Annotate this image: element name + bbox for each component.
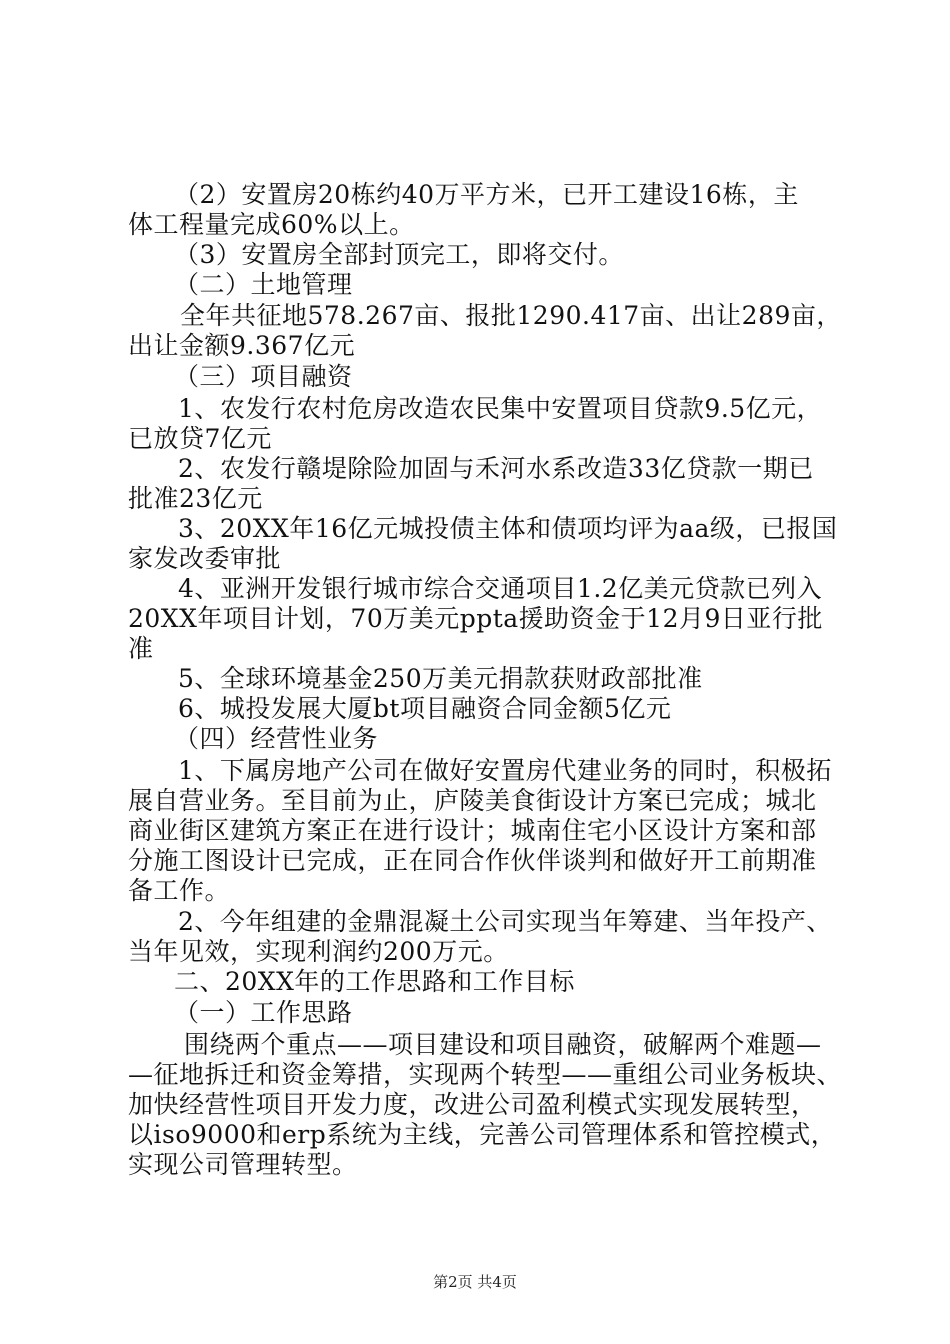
text-line: 准 <box>128 634 154 663</box>
text-line: 实现公司管理转型。 <box>128 1150 358 1179</box>
text-line: 加快经营性项目开发力度，改进公司盈利模式实现发展转型， <box>128 1090 817 1119</box>
text-line: 围绕两个重点——项目建设和项目融资，破解两个难题— <box>184 1030 822 1059</box>
text-line: 2、农发行赣堤除险加固与禾河水系改造33亿贷款一期已 <box>178 454 814 483</box>
text-line: 4、亚洲开发银行城市综合交通项目1.2亿美元贷款已列入 <box>178 574 823 603</box>
text-line: 当年见效，实现利润约200万元。 <box>128 937 509 966</box>
text-line: 20XX年项目计划，70万美元ppta援助资金于12月9日亚行批 <box>128 604 823 633</box>
page-footer: 第2页 共4页 <box>433 1273 517 1291</box>
text-line: 家发改委审批 <box>128 544 282 573</box>
section-heading: （二）土地管理 <box>174 270 353 299</box>
text-line: 1、下属房地产公司在做好安置房代建业务的同时，积极拓 <box>178 756 832 785</box>
text-line: 已放贷7亿元 <box>128 424 272 453</box>
text-line: 2、今年组建的金鼎混凝土公司实现当年筹建、当年投产、 <box>178 907 832 936</box>
text-line: —征地拆迁和资金筹措，实现两个转型——重组公司业务板块、 <box>128 1060 843 1089</box>
text-line: 分施工图设计已完成，正在同合作伙伴谈判和做好开工前期准 <box>128 846 817 875</box>
section-heading: （一）工作思路 <box>174 998 353 1027</box>
text-line: 5、全球环境基金250万美元捐款获财政部批准 <box>178 664 703 693</box>
section-heading: （四）经营性业务 <box>174 724 379 753</box>
text-line: 3、20XX年16亿元城投债主体和债项均评为aa级，已报国 <box>178 514 838 543</box>
text-line: 体工程量完成60%以上。 <box>128 210 415 239</box>
text-line: （2）安置房20栋约40万平方米，已开工建设16栋，主 <box>174 180 799 209</box>
text-line: （3）安置房全部封顶完工，即将交付。 <box>174 240 624 269</box>
text-line: 以iso9000和erp系统为主线，完善公司管理体系和管控模式， <box>128 1120 837 1149</box>
text-line: 6、城投发展大厦bt项目融资合同金额5亿元 <box>178 694 672 723</box>
section-heading: 二、20XX年的工作思路和工作目标 <box>174 967 575 996</box>
text-line: 全年共征地578.267亩、报批1290.417亩、出让289亩， <box>180 301 842 330</box>
text-line: 批准23亿元 <box>128 484 263 513</box>
text-line: 商业街区建筑方案正在进行设计；城南住宅小区设计方案和部 <box>128 816 817 845</box>
section-heading: （三）项目融资 <box>174 362 353 391</box>
text-line: 备工作。 <box>128 876 231 905</box>
text-line: 展自营业务。至目前为止，庐陵美食街设计方案已完成；城北 <box>128 786 817 815</box>
text-line: 1、农发行农村危房改造农民集中安置项目贷款9.5亿元， <box>178 394 823 423</box>
text-line: 出让金额9.367亿元 <box>128 331 356 360</box>
